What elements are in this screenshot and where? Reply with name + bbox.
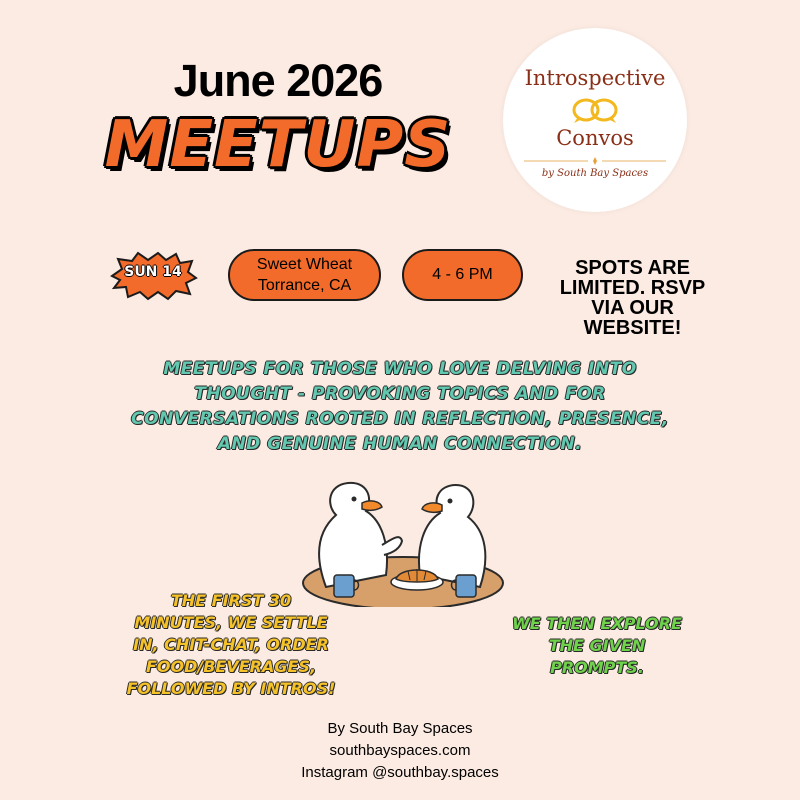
ducks-at-table-illustration xyxy=(296,475,510,607)
schedule-step-two xyxy=(492,613,702,679)
step-two-line3: PROMPTS. xyxy=(550,658,644,677)
description-line1: MEETUPS FOR THOSE WHO LOVE DELVING INTO xyxy=(163,359,637,379)
step-two-line2: THE GIVEN xyxy=(548,636,646,655)
logo-divider xyxy=(524,157,666,165)
time-pill xyxy=(402,249,523,301)
description-line3: CONVERSATIONS ROOTED IN REFLECTION, PRESENCE, xyxy=(131,409,669,429)
event-date: SUN 14 xyxy=(124,264,182,280)
location-name: Sweet Wheat xyxy=(256,256,353,273)
logo-text-line2: Convos xyxy=(556,126,634,150)
page-month-year: June 2026 xyxy=(173,55,383,106)
step-one-line3: IN, CHIT-CHAT, ORDER xyxy=(133,635,329,654)
logo-subtitle: by South Bay Spaces xyxy=(541,168,649,179)
description-line2: THOUGHT - PROVOKING TOPICS AND FOR xyxy=(194,384,606,404)
rsvp-notice-line1: SPOTS ARE xyxy=(575,257,690,279)
rsvp-notice-line3: VIA OUR xyxy=(591,297,674,319)
footer xyxy=(250,718,550,784)
page-title: MEETUPS xyxy=(104,108,452,182)
step-one-line5: FOLLOWED BY INTROS! xyxy=(126,679,336,698)
website-link[interactable]: southbayspaces.com xyxy=(329,742,471,759)
instagram-handle[interactable]: Instagram @southbay.spaces xyxy=(301,764,499,781)
rsvp-notice xyxy=(540,258,725,338)
rsvp-notice-line2: LIMITED. RSVP xyxy=(559,277,706,299)
schedule-step-one xyxy=(110,590,352,700)
footer-org: By South Bay Spaces xyxy=(327,720,473,737)
speech-bubbles-icon xyxy=(560,96,630,126)
logo-text-line1: Introspective xyxy=(524,66,666,90)
step-one-line4: FOOD/BEVERAGES, xyxy=(145,657,317,676)
step-one-line1: THE FIRST 30 xyxy=(170,591,292,610)
location-pill xyxy=(228,249,381,301)
description-line4: AND GENUINE HUMAN CONNECTION. xyxy=(217,434,583,454)
location-city: Torrance, CA xyxy=(257,277,352,294)
step-two-line1: WE THEN EXPLORE xyxy=(512,614,682,633)
event-time: 4 - 6 PM xyxy=(432,266,493,283)
step-one-line2: MINUTES, WE SETTLE xyxy=(134,613,328,632)
event-description xyxy=(120,357,680,457)
rsvp-notice-line4: WEBSITE! xyxy=(583,317,682,339)
